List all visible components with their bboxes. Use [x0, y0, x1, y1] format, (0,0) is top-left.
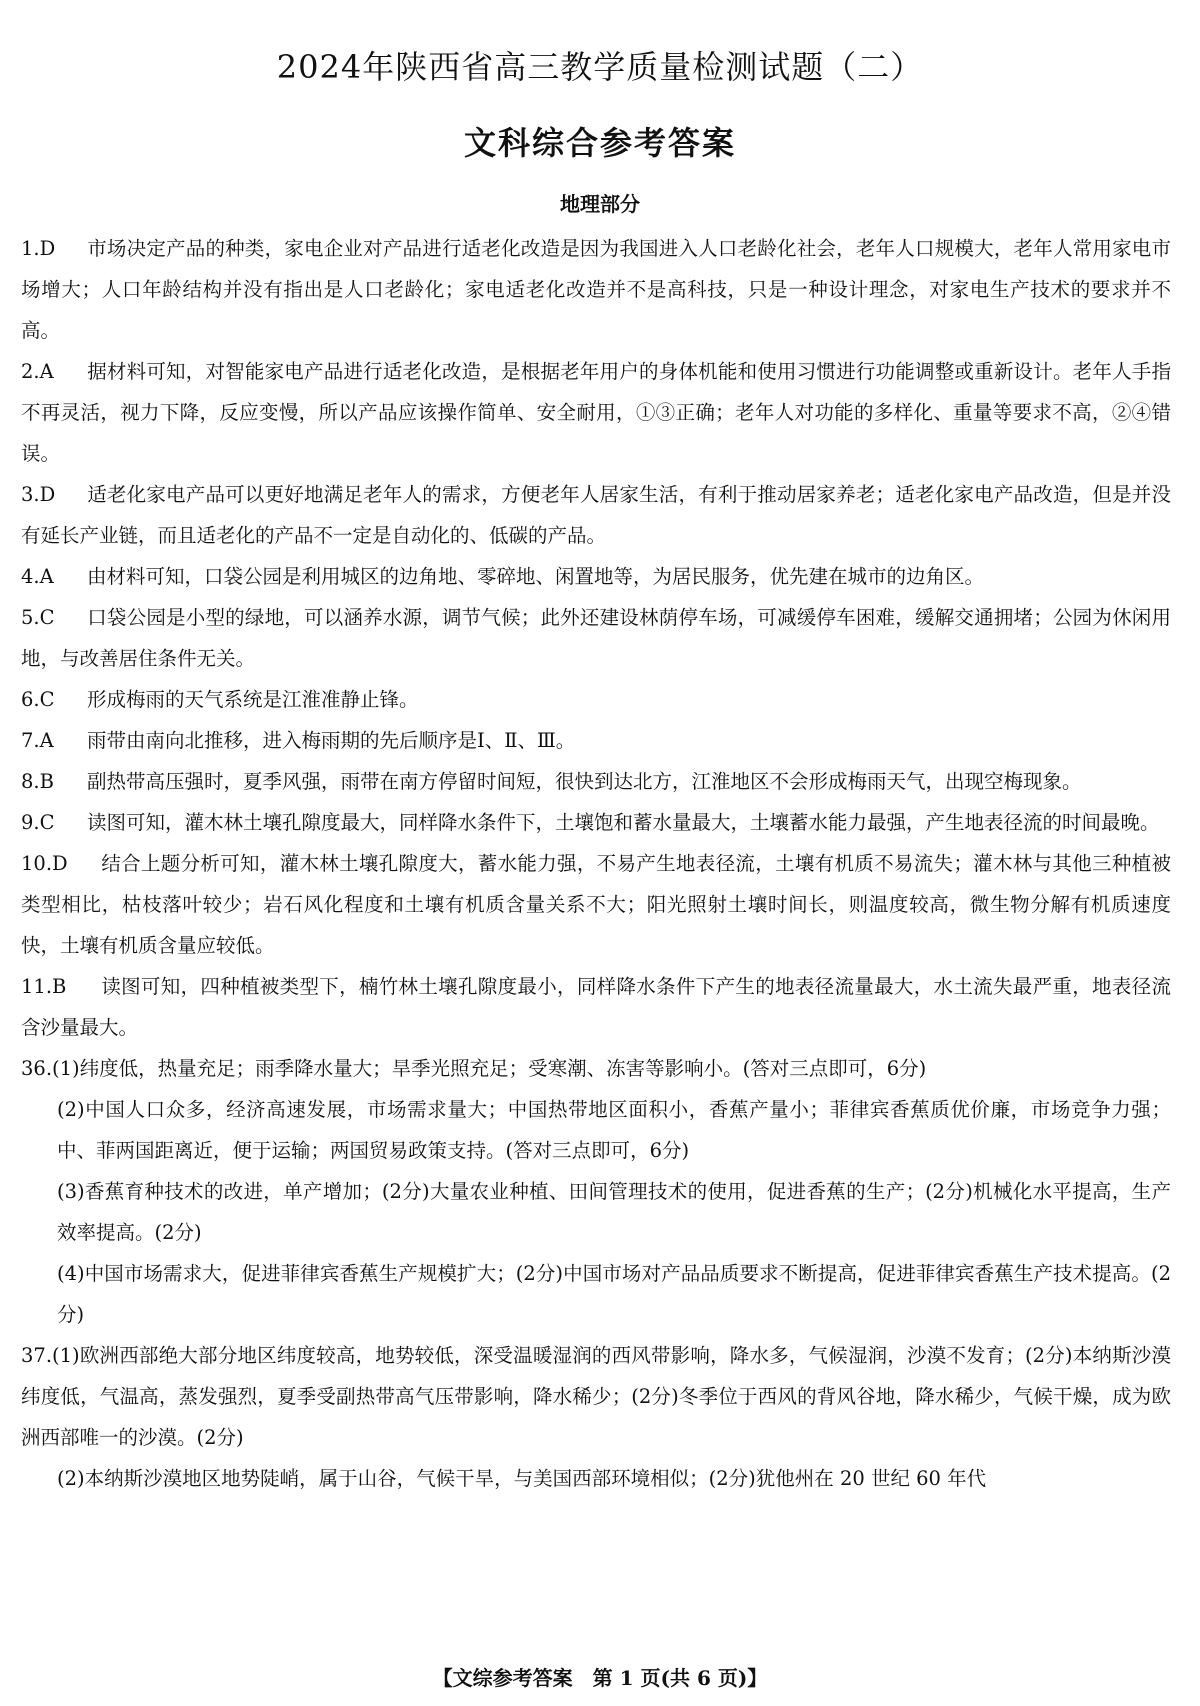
answer-item [21, 802, 1171, 843]
answer-item [21, 351, 1171, 474]
answer-item [21, 966, 1171, 1048]
answer-number: 8.B [21, 770, 54, 793]
answer-number: 5.C [21, 606, 55, 629]
answer-text: 据材料可知，对智能家电产品进行适老化改造，是根据老年用户的身体机能和使用习惯进行功能调整或重新设计。老年人手指不再灵活，视力下降，反应变慢，所以产品应该操作简单、安全耐用，①③正确；老年人对功能的多样化、重量等要求不高，②④错误。 [21, 360, 1171, 465]
answer-number: 10.D [21, 852, 68, 875]
answer-part: (4)中国市场需求大，促进菲律宾香蕉生产规模扩大；(2分)中国市场对产品品质要求不断提高，促进菲律宾香蕉生产技术提高。(2分) [57, 1262, 1171, 1326]
answer-number: 3.D [21, 483, 56, 506]
answer-number: 2.A [21, 360, 54, 383]
answer-item [21, 556, 1171, 597]
answers-body [21, 228, 1171, 1499]
section-heading: 地理部分 [560, 192, 640, 216]
page-footer: 【文综参考答案 第 1 页(共 6 页)】 [432, 1666, 768, 1690]
answer-text: 市场决定产品的种类，家电企业对产品进行适老化改造是因为我国进入人口老龄化社会，老年人口规模大，老年人常用家电市场增大；人口年龄结构并没有指出是人口老龄化；家电适老化改造并不是高科技，只是一种设计理念，对家电生产技术的要求并不高。 [21, 237, 1171, 342]
answer-text: 雨带由南向北推移，进入梅雨期的先后顺序是Ⅰ、Ⅱ、Ⅲ。 [87, 729, 576, 752]
page-title: 2024年陕西省高三教学质量检测试题（二） [276, 48, 924, 86]
answer-text: 读图可知，灌木林土壤孔隙度最大，同样降水条件下，土壤饱和蓄水量最大，土壤蓄水能力最强，产生地表径流的时间最晚。 [87, 811, 1160, 834]
answer-text: 口袋公园是小型的绿地，可以涵养水源，调节气候；此外还建设林荫停车场，可减缓停车困难，缓解交通拥堵；公园为休闲用地，与改善居住条件无关。 [21, 606, 1171, 670]
question-number: 36. [21, 1057, 53, 1080]
question-number: 37. [21, 1344, 53, 1367]
answer-text: 结合上题分析可知，灌木林土壤孔隙度大，蓄水能力强，不易产生地表径流，土壤有机质不易流失；灌木林与其他三种植被类型相比，枯枝落叶较少；岩石风化程度和土壤有机质含量关系不大；阳光照射土壤时间长，则温度较高，微生物分解有机质速度快，土壤有机质含量应较低。 [21, 852, 1171, 957]
answer-part: (3)香蕉育种技术的改进，单产增加；(2分)大量农业种植、田间管理技术的使用，促进香蕉的生产；(2分)机械化水平提高，生产效率提高。(2分) [57, 1180, 1171, 1244]
answer-item [21, 720, 1171, 761]
question-37 [21, 1335, 1171, 1458]
answer-item [21, 761, 1171, 802]
answer-number: 9.C [21, 811, 55, 834]
answer-number: 11.B [21, 975, 67, 998]
answer-text: 副热带高压强时，夏季风强，雨带在南方停留时间短，很快到达北方，江淮地区不会形成梅雨天气，出现空梅现象。 [87, 770, 1082, 793]
answer-number: 7.A [21, 729, 54, 752]
answer-text: 形成梅雨的天气系统是江淮准静止锋。 [87, 688, 419, 711]
answer-item [21, 474, 1171, 556]
page-subtitle: 文科综合参考答案 [463, 124, 736, 162]
answer-text: 适老化家电产品可以更好地满足老年人的需求，方便老年人居家生活，有利于推动居家养老；适老化家电产品改造，但是并没有延长产业链，而且适老化的产品不一定是自动化的、低碳的产品。 [21, 483, 1171, 547]
answer-item [21, 597, 1171, 679]
answer-text: 由材料可知，口袋公园是利用城区的边角地、零碎地、闲置地等，为居民服务，优先建在城市的边角区。 [87, 565, 985, 588]
answer-part: (2)本纳斯沙漠地区地势陡峭，属于山谷，气候干旱，与美国西部环境相似；(2分)犹他州在 20 世纪 60 年代 [57, 1467, 987, 1490]
answer-number: 4.A [21, 565, 54, 588]
answer-text: 读图可知，四种植被类型下，楠竹林土壤孔隙度最小，同样降水条件下产生的地表径流量最大，水土流失最严重，地表径流含沙量最大。 [21, 975, 1171, 1039]
answer-item [21, 843, 1171, 966]
answer-number: 1.D [21, 237, 56, 260]
answer-number: 6.C [21, 688, 55, 711]
answer-part: (2)中国人口众多，经济高速发展，市场需求量大；中国热带地区面积小，香蕉产量小；菲律宾香蕉质优价廉，市场竞争力强；中、菲两国距离近，便于运输；两国贸易政策支持。(答对三点即可，6分) [57, 1098, 1171, 1162]
answer-part: (1)欧洲西部绝大部分地区纬度较高，地势较低，深受温暖湿润的西风带影响，降水多，气候湿润，沙漠不发育；(2分)本纳斯沙漠纬度低，气温高，蒸发强烈，夏季受副热带高气压带影响，降水稀少；(2分)冬季位于西风的背风谷地，降水稀少，气候干燥，成为欧洲西部唯一的沙漠。(2分) [21, 1344, 1171, 1449]
question-36 [21, 1048, 1171, 1089]
answer-item [21, 228, 1171, 351]
answer-item [21, 679, 1171, 720]
answer-part: (1)纬度低，热量充足；雨季降水量大；旱季光照充足；受寒潮、冻害等影响小。(答对三点即可，6分) [52, 1057, 927, 1080]
